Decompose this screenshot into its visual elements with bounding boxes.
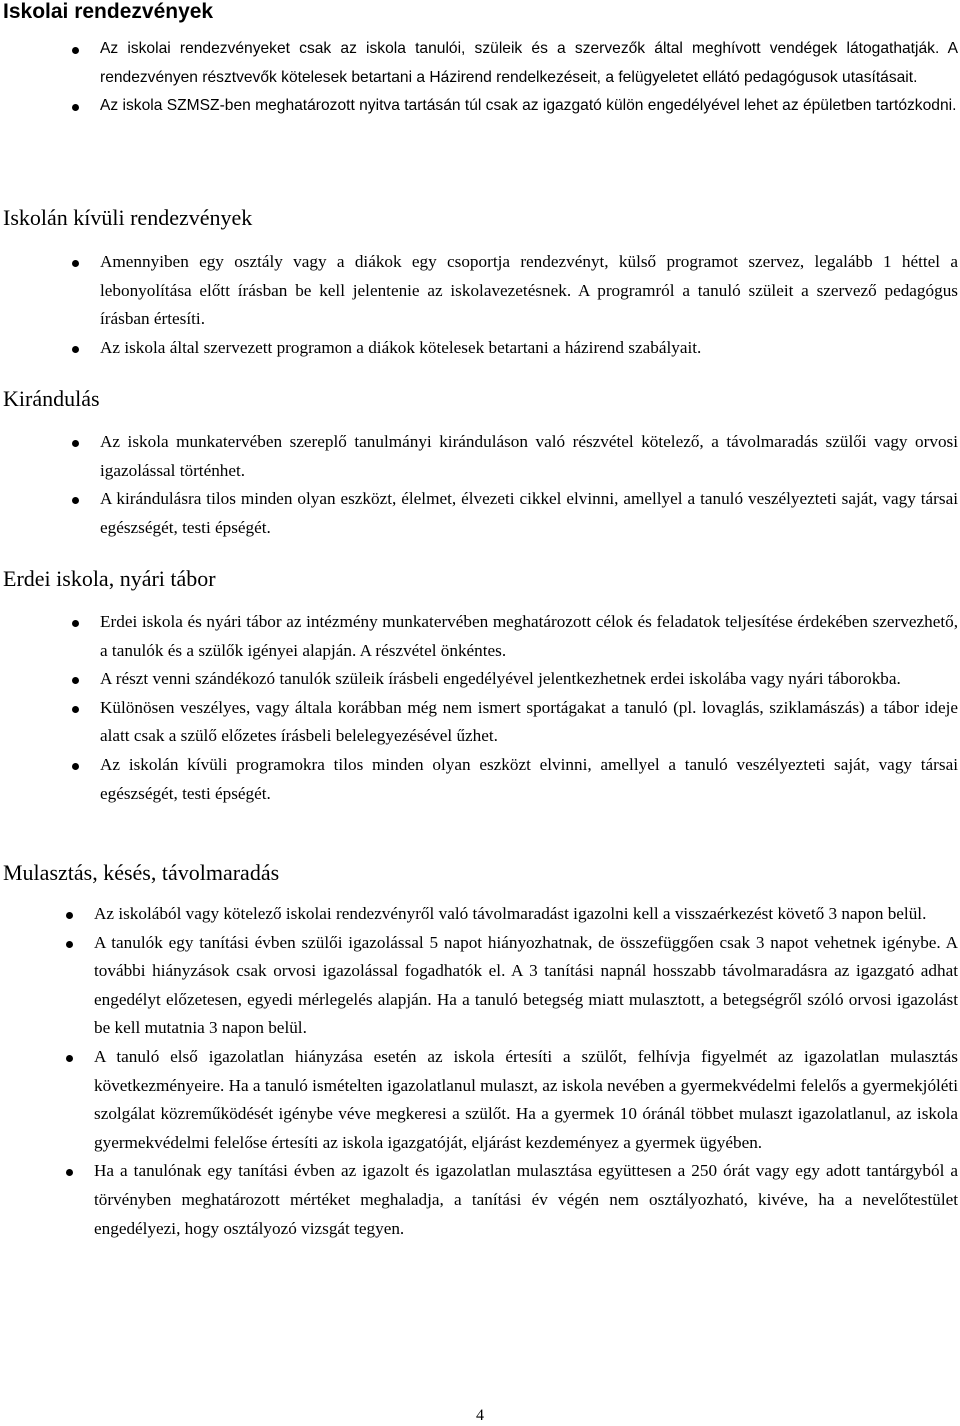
list-item: Az iskolai rendezvényeket csak az iskola tanulói, szüleik és a szervezők által meghívott vendégek látogathatják. A rendezvényen résztvevők kötelesek betartani a Házirend rendelkezéseit, a felügyeletet ellátó pedagógusok utasításait. (100, 35, 958, 92)
heading-kirandulas: Kirándulás (3, 386, 100, 411)
page-number: 4 (476, 1407, 484, 1424)
heading-iskolai-rendezvenyek: Iskolai rendezvények (3, 0, 214, 23)
list-item: A tanuló első igazolatlan hiányzása esetén az iskola értesíti a szülőt, felhívja figyelmét az igazolatlan mulasztás következményeire. Ha a tanuló ismételten igazolatlanul mulaszt, az iskola nevében a gyermekvédelmi felelős a gyermekjóléti szolgálat közreműködését igénybe véve megkeresi a szülőt. Ha a gyermek 10 óránál többet mulaszt igazolatlanul, az iskola gyermekvédelmi felelőse értesíti az iskola igazgatóját, eljárást kezdeményez a gyermek ügyében. (94, 1043, 958, 1157)
list-iskolan-kivuli-rendezvenyek (100, 248, 958, 362)
heading-erdei-iskola: Erdei iskola, nyári tábor (3, 566, 216, 591)
list-item: Az iskola által szervezett programon a diákok kötelesek betartani a házirend szabályait. (100, 334, 958, 363)
heading-mulasztas: Mulasztás, késés, távolmaradás (3, 860, 280, 885)
list-erdei-iskola (100, 608, 958, 808)
list-item: A részt venni szándékozó tanulók szüleik írásbeli engedélyével jelentkezhetnek erdei iskolába vagy nyári táborokba. (100, 665, 958, 694)
list-item: A kirándulásra tilos minden olyan eszközt, élelmet, élvezeti cikkel elvinni, amellyel a tanuló veszélyezteti saját, vagy társai egészségét, testi épségét. (100, 485, 958, 542)
list-iskolai-rendezvenyek (100, 35, 958, 121)
list-kirandulas (100, 428, 958, 542)
list-item: A tanulók egy tanítási évben szülői igazolással 5 napot hiányozhatnak, de összefüggően csak 3 napot vehetnek igénybe. A további hiányzások csak orvosi igazolással fogadhatók el. A 3 tanítási napnál hosszabb távolmaradásra az igazgató adhat engedélyt előzetesen, egyedi mérlegelés alapján. Ha a tanuló betegség miatt mulasztott, a betegségről szóló orvosi igazolást be kell mutatnia 3 napon belül. (94, 929, 958, 1043)
list-item: Különösen veszélyes, vagy általa korábban még nem ismert sportágakat a tanuló (pl. lovaglás, sziklamászás) a tábor ideje alatt csak a szülő előzetes írásbeli belelegyezésével űzhet. (100, 694, 958, 751)
list-item: Erdei iskola és nyári tábor az intézmény munkatervében meghatározott célok és feladatok teljesítése érdekében szervezhető, a tanulók és a szülők igényei alapján. A részvétel önkéntes. (100, 608, 958, 665)
list-item: Az iskolából vagy kötelező iskolai rendezvényről való távolmaradást igazolni kell a visszaérkezést követő 3 napon belül. (94, 900, 958, 929)
heading-iskolan-kivuli-rendezvenyek: Iskolán kívüli rendezvények (3, 205, 253, 230)
list-mulasztas (94, 900, 958, 1243)
list-item: Az iskolán kívüli programokra tilos minden olyan eszközt elvinni, amellyel a tanuló veszélyezteti saját, vagy társai egészségét, testi épségét. (100, 751, 958, 808)
list-item: Amennyiben egy osztály vagy a diákok egy csoportja rendezvényt, külső programot szervez, legalább 1 héttel a lebonyolítása előtt írásban be kell jelentenie az iskolavezetésnek. A programról a tanuló szüleit a szervező pedagógus írásban értesíti. (100, 248, 958, 334)
list-item: Az iskola SZMSZ-ben meghatározott nyitva tartásán túl csak az igazgató külön engedélyével lehet az épületben tartózkodni. (100, 92, 958, 121)
list-item: Az iskola munkatervében szereplő tanulmányi kiránduláson való részvétel kötelező, a távolmaradás szülői vagy orvosi igazolással történhet. (100, 428, 958, 485)
list-item: Ha a tanulónak egy tanítási évben az igazolt és igazolatlan mulasztása együttesen a 250 órát vagy egy adott tantárgyból a törvényben meghatározott mértéket meghaladja, a tanítási év végén nem osztályozható, kivéve, ha a nevelőtestület engedélyezi, hogy osztályozó vizsgát tegyen. (94, 1157, 958, 1243)
